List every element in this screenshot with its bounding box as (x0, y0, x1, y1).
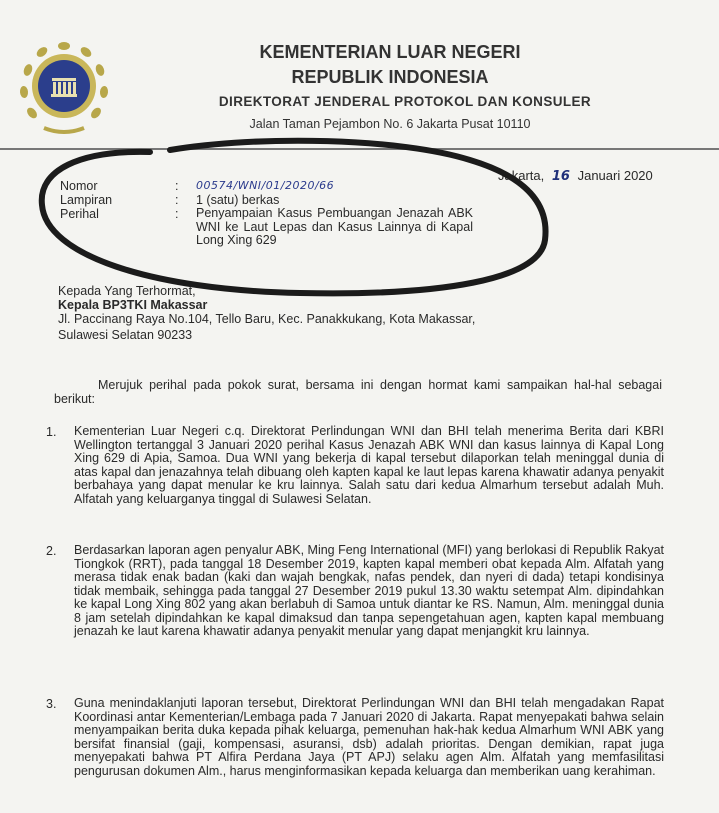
item-paragraph-3: Guna menindaklanjuti laporan tersebut, Direktorat Perlindungan WNI dan BHI telah mengadakan Rapat Koordinasi antar Kementerian/Lembaga pada 7 Januari 2020 di Jakarta. Rapat menyepakati bahwa selain menyampaikan berita duka kepada pihak keluarga, pemenuhan hak-hak kedua Almarhum WNI ABK yang bersifat finansial (gaji, kompensasi, asuransi, dsb) adalah prioritas. Dengan demikian, rapat juga menyepakati bahwa PT Alfira Perdana Jaya (PT APJ) selaku agen Alm. Alfatah yang memfasilitasi pengurusan dokumen Alm., harus menginformasikan kepada keluarga dan memberikan uang kerahiman. (74, 697, 664, 778)
nomor-colon: : (175, 179, 179, 193)
lampiran-colon: : (175, 193, 179, 207)
intro-paragraph: Merujuk perihal pada pokok surat, bersama ini dengan hormat kami sampaikan hal-hal sebagai berikut: (54, 378, 662, 406)
item-number-2: 2. (46, 544, 57, 558)
ministry-emblem-icon (14, 36, 114, 136)
item-paragraph-2: Berdasarkan laporan agen penyalur ABK, Ming Feng International (MFI) yang berlokasi di Republik Rakyat Tiongkok (RRT), pada tanggal 18 Desember 2019, kapten kapal memberi obat kepada Alm. Alfatah yang merasa tidak enak badan (kaki dan wajah bengkak, nafas pendek, dan nyeri di dada) tetapi kondisinya tidak membaik, sehingga pada tanggal 27 Desember 2019 pukul 13.30 waktu setempat Alm. dipindahkan ke kapal Long Xing 802 yang akan berlabuh di Samoa untuk diantar ke RS. Namun, Alm. meninggal dunia 8 jam setelah dipindahkan ke kapal dimaksud dan tanpa sepengetahuan agen, kapten kapal membuang jenazah ke laut karena khawatir adanya penyakit menular yang dapat menjangkit kru lainnya. (74, 543, 664, 638)
perihal-colon: : (175, 207, 179, 221)
country-name: REPUBLIK INDONESIA (291, 67, 489, 87)
directorate-name: DIREKTORAT JENDERAL PROTOKOL DAN KONSULER (218, 94, 592, 109)
recipient-address-line1: Jl. Paccinang Raya No.104, Tello Baru, Kec. Panakkukang, Kota Makassar, (58, 312, 476, 326)
recipient-name: Kepala BP3TKI Makassar (58, 298, 208, 312)
recipient-address-line2: Sulawesi Selatan 90233 (58, 328, 193, 342)
ministry-name: KEMENTERIAN LUAR NEGERI (259, 42, 521, 62)
item-paragraph-1: Kementerian Luar Negeri c.q. Direktorat Perlindungan WNI dan BHI telah menerima Berita dari KBRI Wellington tertanggal 3 Januari 2020 perihal Kasus Jenazah ABK WNI dan kasus lainnya di Kapal Long Xing 629 di Apia, Samoa. Dua WNI yang bekerja di kapal tersebut dilaporkan telah meninggal dunia di atas kapal dan jenazahnya telah dibuang oleh kapten kapal ke laut lepas karena khawatir adanya penyakit berbahaya yang dapat menular ke kru lainnya. Salah satu dari kedua Almarhum tersebut adalah Muh. Alfatah yang keluarganya tinggal di Sulawesi Selatan. (74, 424, 664, 506)
nomor-label: Nomor (60, 179, 98, 193)
recipient-greeting: Kepada Yang Terhormat, (58, 284, 196, 298)
date-day: 16 (551, 169, 570, 184)
lampiran-label: Lampiran (60, 193, 113, 207)
perihal-value: Penyampaian Kasus Pembuangan Jenazah ABK WNI ke Laut Lepas dan Kasus Lainnya di Kapal Long Xing 629 (196, 206, 473, 247)
date-month-year: Januari 2020 (577, 168, 653, 183)
item-number-1: 1. (46, 425, 57, 439)
lampiran-value: 1 (satu) berkas (196, 193, 280, 207)
item-number-3: 3. (46, 697, 57, 711)
letter-date (498, 168, 653, 184)
office-address: Jalan Taman Pejambon No. 6 Jakarta Pusat 10110 (249, 117, 531, 131)
letterhead-divider (0, 148, 719, 150)
date-city: Jakarta, (498, 168, 545, 183)
perihal-label: Perihal (60, 207, 99, 221)
nomor-value: 00574/WNI/01/2020/66 (196, 179, 335, 192)
